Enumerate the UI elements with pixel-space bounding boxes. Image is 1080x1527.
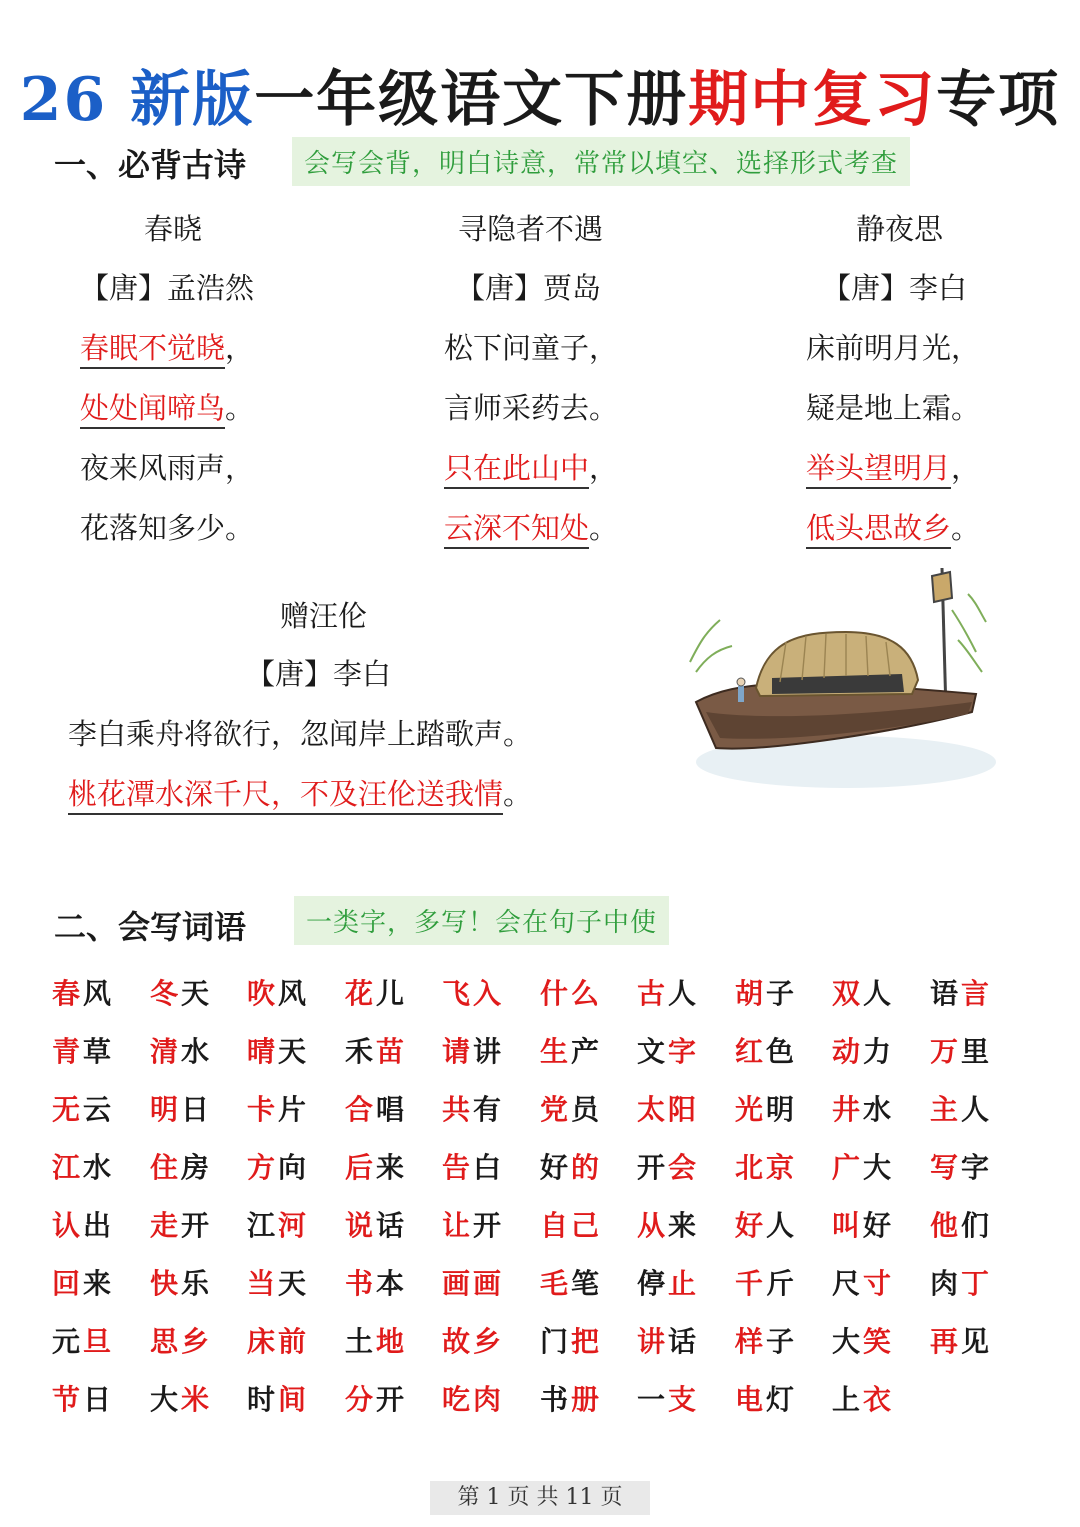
word-item: 广大 xyxy=(832,1151,895,1184)
word-item: 电灯 xyxy=(735,1383,798,1416)
word-item: 再见 xyxy=(930,1325,993,1358)
poem-line-text: 床前明月光 xyxy=(806,331,952,365)
word-item: 画画 xyxy=(442,1267,505,1300)
word-item: 写字 xyxy=(930,1151,993,1184)
word-item: 土地 xyxy=(345,1325,408,1358)
word-item: 住房 xyxy=(150,1151,213,1184)
title-part-version: 26 新版 xyxy=(19,65,255,135)
word-item: 书册 xyxy=(540,1383,603,1416)
mast-lantern xyxy=(932,572,952,602)
word-item: 生产 xyxy=(540,1035,603,1068)
word-item: 他们 xyxy=(930,1209,993,1242)
poem-line-text: 只在此山中 xyxy=(444,451,589,489)
word-item: 毛笔 xyxy=(540,1267,603,1300)
poem-line-text: 春眠不觉晓 xyxy=(80,331,225,369)
word-item: 井水 xyxy=(832,1093,895,1126)
word-item: 叫好 xyxy=(832,1209,895,1242)
word-item: 党员 xyxy=(540,1093,603,1126)
poem-line xyxy=(444,506,618,547)
word-item: 双人 xyxy=(832,977,895,1010)
poem-line-punct: 。 xyxy=(225,391,255,425)
poem-title: 寻隐者不遇 xyxy=(458,212,604,246)
poem-line xyxy=(68,712,532,753)
word-item: 分开 xyxy=(345,1383,408,1416)
word-item: 思乡 xyxy=(150,1325,213,1358)
word-item: 让开 xyxy=(442,1209,505,1242)
poem-line-punct: ， xyxy=(951,451,981,485)
word-item: 开会 xyxy=(637,1151,700,1184)
title-part-topic: 专项 xyxy=(936,65,1061,135)
poem-line-text: 疑是地上霜 xyxy=(806,391,952,425)
word-item: 回来 xyxy=(52,1267,115,1300)
poem-line-text: 夜来风雨声 xyxy=(80,451,226,485)
word-item: 春风 xyxy=(52,977,115,1010)
poem-line xyxy=(80,446,254,487)
page-footer: 第 1 页 共 11 页 xyxy=(430,1481,650,1515)
poem-line-punct: ， xyxy=(951,331,981,365)
word-item: 快乐 xyxy=(150,1267,213,1300)
boat-illustration xyxy=(676,562,1006,802)
title-part-review: 期中复习 xyxy=(688,65,937,135)
word-item: 主人 xyxy=(930,1093,993,1126)
poem-line-text: 低头思故乡 xyxy=(806,511,951,549)
word-item: 什么 xyxy=(540,977,603,1010)
word-item: 尺寸 xyxy=(832,1267,895,1300)
word-item: 大米 xyxy=(150,1383,213,1416)
poem-line-punct: ， xyxy=(225,331,255,365)
poem-author: 【唐】孟浩然 xyxy=(80,271,255,305)
poem-line xyxy=(80,326,254,367)
poem-line-text: 处处闻啼鸟 xyxy=(80,391,225,429)
word-item: 胡子 xyxy=(735,977,798,1010)
word-item: 共有 xyxy=(442,1093,505,1126)
word-item: 告白 xyxy=(442,1151,505,1184)
word-item: 床前 xyxy=(247,1325,310,1358)
word-item: 方向 xyxy=(247,1151,310,1184)
poem-line-text: 花落知多少 xyxy=(80,511,226,545)
word-item: 停止 xyxy=(637,1267,700,1300)
word-item: 门把 xyxy=(540,1325,603,1358)
poem-line-punct: 。 xyxy=(951,511,981,545)
poem-line-text: 言师采药去 xyxy=(444,391,590,425)
poem-line-punct: 。 xyxy=(951,391,981,425)
poem-line-punct: ， xyxy=(589,451,619,485)
word-item: 清水 xyxy=(150,1035,213,1068)
word-item: 节日 xyxy=(52,1383,115,1416)
word-item: 江河 xyxy=(247,1209,310,1242)
poem-author: 【唐】李白 xyxy=(822,271,968,305)
word-item: 书本 xyxy=(345,1267,408,1300)
poem-line xyxy=(806,446,980,487)
word-item: 卡片 xyxy=(247,1093,310,1126)
title-part-grade: 一年级语文下册 xyxy=(254,65,689,135)
word-item: 吃肉 xyxy=(442,1383,505,1416)
word-item: 肉丁 xyxy=(930,1267,993,1300)
poem-line-punct: ， xyxy=(589,331,619,365)
word-item: 花儿 xyxy=(345,977,408,1010)
poem-line-punct: ， xyxy=(225,451,255,485)
word-item: 认出 xyxy=(52,1209,115,1242)
word-item: 元旦 xyxy=(52,1325,115,1358)
word-item: 讲话 xyxy=(637,1325,700,1358)
word-item: 合唱 xyxy=(345,1093,408,1126)
word-item: 晴天 xyxy=(247,1035,310,1068)
word-item: 古人 xyxy=(637,977,700,1010)
word-item: 吹风 xyxy=(247,977,310,1010)
poem-line-text: 举头望明月 xyxy=(806,451,951,489)
poem-line-punct: 。 xyxy=(503,717,533,751)
poem-title: 静夜思 xyxy=(856,212,944,246)
word-item: 飞入 xyxy=(442,977,505,1010)
word-item: 动力 xyxy=(832,1035,895,1068)
word-item: 上衣 xyxy=(832,1383,895,1416)
poem-title: 赠汪伦 xyxy=(280,599,368,633)
section-tag-words: 一类字，多写！会在句子中使 xyxy=(294,896,669,945)
word-item: 说话 xyxy=(345,1209,408,1242)
word-item: 光明 xyxy=(735,1093,798,1126)
poem-line xyxy=(806,506,980,547)
word-item: 千斤 xyxy=(735,1267,798,1300)
word-item: 万里 xyxy=(930,1035,993,1068)
poem-line xyxy=(444,386,618,427)
word-item: 样子 xyxy=(735,1325,798,1358)
word-item: 语言 xyxy=(930,977,993,1010)
word-item: 禾苗 xyxy=(345,1035,408,1068)
word-item: 红色 xyxy=(735,1035,798,1068)
page-title xyxy=(0,52,1080,138)
poem-line xyxy=(68,772,532,813)
poem-line xyxy=(806,386,980,427)
word-item: 好的 xyxy=(540,1151,603,1184)
poem-line-punct: 。 xyxy=(225,511,255,545)
boat-figure xyxy=(738,686,744,702)
word-item: 后来 xyxy=(345,1151,408,1184)
poem-line-text: 李白乘舟将欲行，忽闻岸上踏歌声 xyxy=(68,717,504,751)
section-heading-words: 二、会写词语 xyxy=(54,908,247,946)
poem-line-text: 松下问童子 xyxy=(444,331,590,365)
word-item: 请讲 xyxy=(442,1035,505,1068)
word-item: 当天 xyxy=(247,1267,310,1300)
section-tag-poems: 会写会背，明白诗意，常常以填空、选择形式考查 xyxy=(292,137,910,186)
word-item: 青草 xyxy=(52,1035,115,1068)
poem-line-punct: 。 xyxy=(589,511,619,545)
word-item: 北京 xyxy=(735,1151,798,1184)
poem-line xyxy=(444,326,618,367)
word-item: 明日 xyxy=(150,1093,213,1126)
word-item: 冬天 xyxy=(150,977,213,1010)
word-item: 无云 xyxy=(52,1093,115,1126)
poem-line xyxy=(80,386,254,427)
poem-line-text: 桃花潭水深千尺，不及汪伦送我情 xyxy=(68,777,503,815)
word-item: 好人 xyxy=(735,1209,798,1242)
word-item: 太阳 xyxy=(637,1093,700,1126)
word-item: 故乡 xyxy=(442,1325,505,1358)
word-item: 文字 xyxy=(637,1035,700,1068)
word-item: 自己 xyxy=(540,1209,603,1242)
word-item: 走开 xyxy=(150,1209,213,1242)
word-item: 一支 xyxy=(637,1383,700,1416)
poem-author: 【唐】贾岛 xyxy=(456,271,602,305)
poem-line-punct: 。 xyxy=(503,777,533,811)
poem-title: 春晓 xyxy=(144,212,203,246)
section-heading-poems: 一、必背古诗 xyxy=(54,146,247,184)
poem-line xyxy=(444,446,618,487)
poem-line-punct: 。 xyxy=(589,391,619,425)
word-item: 时间 xyxy=(247,1383,310,1416)
poem-line-text: 云深不知处 xyxy=(444,511,589,549)
boat-figure-head xyxy=(737,678,745,686)
word-item: 从来 xyxy=(637,1209,700,1242)
word-item: 江水 xyxy=(52,1151,115,1184)
poem-author: 【唐】李白 xyxy=(246,657,392,691)
word-item: 大笑 xyxy=(832,1325,895,1358)
poem-line xyxy=(80,506,254,547)
poem-line xyxy=(806,326,980,367)
